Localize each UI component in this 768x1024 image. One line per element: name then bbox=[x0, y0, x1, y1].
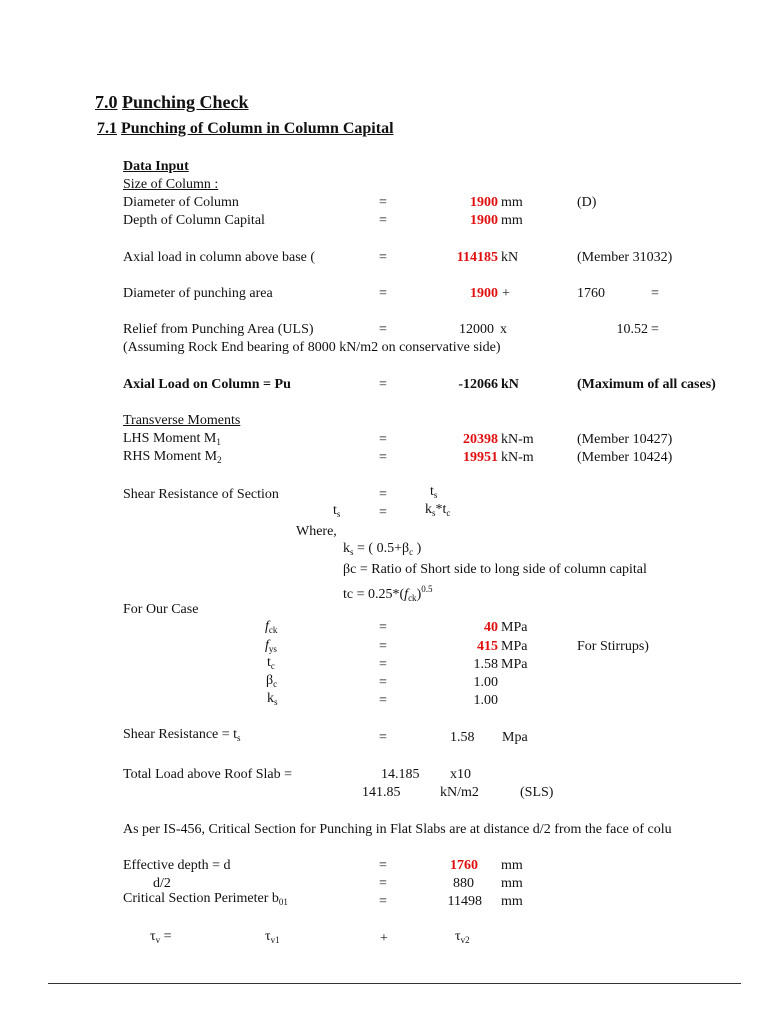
dia-col-eq: = bbox=[379, 195, 387, 210]
section-heading bbox=[95, 94, 249, 110]
shear-eq1: = bbox=[379, 487, 387, 502]
lhs-moment-unit: kN-m bbox=[501, 432, 534, 447]
half-d-value: 880 bbox=[453, 876, 474, 891]
tc-sub: c bbox=[270, 661, 275, 671]
tau-v-eq: = bbox=[160, 929, 172, 944]
ksf-body: = ( 0.5+β bbox=[353, 541, 410, 556]
shear-res-sub: s bbox=[237, 733, 241, 743]
ks-k: k bbox=[267, 691, 274, 706]
shear-label: Shear Resistance of Section bbox=[123, 487, 279, 502]
relief-eq: = bbox=[379, 322, 387, 337]
relief-eq2: = bbox=[651, 322, 659, 337]
tc-unit: MPa bbox=[501, 657, 528, 672]
ks-eq: = bbox=[379, 693, 387, 708]
fys-sub: ys bbox=[268, 644, 277, 654]
rhs-moment-note: (Member 10424) bbox=[577, 450, 673, 465]
tau-v1-sym: τ bbox=[265, 929, 271, 944]
half-d-eq: = bbox=[379, 876, 387, 891]
crit-text: Critical Section Perimeter b bbox=[123, 891, 279, 906]
dia-punch-value: 1900 bbox=[470, 286, 498, 301]
relief-value: 12000 bbox=[459, 322, 494, 337]
assumption-note: (Assuming Rock End bearing of 8000 kN/m2 on conservative side) bbox=[123, 340, 501, 355]
depth-cap-unit: mm bbox=[501, 213, 523, 228]
fck-sub: ck bbox=[268, 625, 278, 635]
tc-eq: = bbox=[379, 657, 387, 672]
tc-symbol bbox=[267, 655, 275, 674]
kstc-star-t: *t bbox=[435, 502, 447, 517]
tau-v1-sub: v1 bbox=[270, 935, 280, 945]
shear-ks-tc bbox=[425, 502, 450, 521]
axial-note: (Member 31032) bbox=[577, 250, 673, 265]
dia-col-unit: mm bbox=[501, 195, 523, 210]
rhs-moment-eq: = bbox=[379, 450, 387, 465]
our-case-title: For Our Case bbox=[123, 602, 199, 617]
ts2-t: t bbox=[333, 503, 337, 518]
total-load-unit: kN/m2 bbox=[440, 785, 479, 800]
fys-note: For Stirrups) bbox=[577, 639, 649, 654]
dia-col-label: Diameter of Column bbox=[123, 195, 239, 210]
lhs-moment-label bbox=[123, 431, 221, 450]
ksf-c: c bbox=[409, 547, 414, 557]
eff-depth-value: 1760 bbox=[450, 858, 478, 873]
tcd-f: f bbox=[404, 587, 409, 602]
bc-symbol bbox=[266, 673, 277, 692]
ts2-s: s bbox=[336, 509, 341, 519]
where-label: Where, bbox=[296, 524, 337, 539]
shear-res-eq: = bbox=[379, 730, 387, 745]
fys-f: f bbox=[265, 638, 269, 653]
fck-eq: = bbox=[379, 620, 387, 635]
tau-v-sym: τ bbox=[150, 929, 156, 944]
shear-res-label bbox=[123, 727, 241, 746]
dia-col-value: 1900 bbox=[470, 195, 498, 210]
axial-pu-note: (Maximum of all cases) bbox=[577, 377, 716, 392]
eff-depth-eq: = bbox=[379, 858, 387, 873]
tc-definition bbox=[343, 581, 432, 606]
rhs-moment-value: 19951 bbox=[463, 450, 498, 465]
crit-perimeter-label bbox=[123, 891, 288, 910]
tc-value: 1.58 bbox=[473, 657, 498, 672]
fck-symbol bbox=[265, 619, 277, 638]
crit-perimeter-value: 11498 bbox=[447, 894, 482, 909]
subsection-number: 7.1 bbox=[97, 120, 117, 137]
total-load-op: x10 bbox=[450, 767, 471, 782]
is456-note: As per IS-456, Critical Section for Punching in Flat Slabs are at distance d/2 from the face of colu bbox=[123, 822, 672, 837]
crit-perimeter-eq: = bbox=[379, 894, 387, 909]
rhs-moment-label bbox=[123, 449, 222, 468]
fck-value: 40 bbox=[484, 620, 498, 635]
tcd-body: tc = 0.25*( bbox=[343, 587, 405, 602]
total-load-label: Total Load above Roof Slab = bbox=[123, 767, 293, 782]
subsection-title: Punching of Column in Column Capital bbox=[121, 120, 394, 137]
tcd-exp: 0.5 bbox=[421, 584, 433, 594]
page-bottom-rule bbox=[48, 983, 741, 984]
axial-label: Axial load in column above base ( bbox=[123, 250, 316, 265]
crit-perimeter-unit: mm bbox=[501, 894, 523, 909]
relief-value2: 10.52 bbox=[616, 322, 648, 337]
ksf-k: k bbox=[343, 541, 350, 556]
bc-sub: c bbox=[273, 679, 278, 689]
tau-v2-sub: v2 bbox=[460, 935, 470, 945]
shear-res-text: Shear Resistance = t bbox=[123, 727, 238, 742]
shear-res-unit: Mpa bbox=[502, 730, 528, 745]
total-load-note: (SLS) bbox=[520, 785, 554, 800]
total-load-v1: 14.185 bbox=[381, 767, 420, 782]
half-d-label: d/2 bbox=[153, 876, 171, 891]
axial-pu-value: -12066 bbox=[458, 377, 498, 392]
data-input-title: Data Input bbox=[123, 159, 189, 174]
depth-cap-label: Depth of Column Capital bbox=[123, 213, 265, 228]
tau-plus: + bbox=[380, 931, 388, 946]
bc-eq: = bbox=[379, 675, 387, 690]
section-number: 7.0 bbox=[95, 92, 118, 112]
subsection-heading bbox=[97, 121, 394, 137]
axial-pu-label: Axial Load on Column = Pu bbox=[123, 377, 291, 392]
fck-unit: MPa bbox=[501, 620, 528, 635]
dia-punch-eq: = bbox=[379, 286, 387, 301]
ts-t: t bbox=[430, 484, 434, 499]
lhs-moment-sub: 1 bbox=[216, 437, 221, 447]
fys-unit: MPa bbox=[501, 639, 528, 654]
kstc-s: s bbox=[432, 508, 436, 518]
kstc-k: k bbox=[425, 502, 432, 517]
dia-punch-value2: 1760 bbox=[577, 286, 605, 301]
depth-cap-eq: = bbox=[379, 213, 387, 228]
tau-v2 bbox=[455, 929, 470, 948]
crit-sub: 01 bbox=[278, 897, 288, 907]
total-load-v2: 141.85 bbox=[362, 785, 401, 800]
half-d-unit: mm bbox=[501, 876, 523, 891]
tau-v2-sym: τ bbox=[455, 929, 461, 944]
relief-op: x bbox=[500, 322, 507, 337]
rhs-moment-unit: kN-m bbox=[501, 450, 534, 465]
dia-col-note: (D) bbox=[577, 195, 597, 210]
fys-value: 415 bbox=[477, 639, 498, 654]
fys-eq: = bbox=[379, 639, 387, 654]
ks-symbol bbox=[267, 691, 278, 710]
axial-pu-unit: kN bbox=[501, 377, 519, 392]
dia-punch-label: Diameter of punching area bbox=[123, 286, 273, 301]
lhs-moment-text: LHS Moment M bbox=[123, 431, 217, 446]
bc-definition: βc = Ratio of Short side to long side of column capital bbox=[343, 562, 647, 577]
dia-punch-op: + bbox=[502, 286, 510, 301]
lhs-moment-value: 20398 bbox=[463, 432, 498, 447]
ts-s: s bbox=[433, 490, 438, 500]
tau-v-sub: v bbox=[155, 935, 161, 945]
rhs-moment-text: RHS Moment M bbox=[123, 449, 218, 464]
tcd-close: ) bbox=[416, 587, 422, 602]
ks-formula bbox=[343, 541, 421, 560]
dia-punch-eq2: = bbox=[651, 286, 659, 301]
fck-f: f bbox=[265, 619, 269, 634]
depth-cap-value: 1900 bbox=[470, 213, 498, 228]
bc-b: β bbox=[266, 673, 274, 688]
ksf-s: s bbox=[350, 547, 354, 557]
eff-depth-unit: mm bbox=[501, 858, 523, 873]
rhs-moment-sub: 2 bbox=[217, 455, 222, 465]
ks-value: 1.00 bbox=[473, 693, 498, 708]
shear-eq2: = bbox=[379, 505, 387, 520]
ks-sub: s bbox=[274, 697, 278, 707]
tc-t: t bbox=[267, 655, 271, 670]
section-title: Punching Check bbox=[122, 92, 249, 112]
eff-depth-label: Effective depth = d bbox=[123, 858, 231, 873]
shear-ts-1 bbox=[430, 484, 437, 503]
relief-label: Relief from Punching Area (ULS) bbox=[123, 322, 314, 337]
size-of-column-label: Size of Column : bbox=[123, 177, 219, 192]
shear-res-value: 1.58 bbox=[450, 730, 475, 745]
transverse-moments-title: Transverse Moments bbox=[123, 413, 241, 428]
shear-ts-2 bbox=[333, 503, 340, 522]
lhs-moment-note: (Member 10427) bbox=[577, 432, 673, 447]
axial-value: 114185 bbox=[456, 250, 498, 265]
tcd-ck: ck bbox=[408, 593, 417, 603]
ksf-close: ) bbox=[413, 541, 422, 556]
lhs-moment-eq: = bbox=[379, 432, 387, 447]
axial-unit: kN bbox=[501, 250, 519, 265]
tau-v bbox=[150, 929, 172, 948]
bc-value: 1.00 bbox=[473, 675, 498, 690]
tau-v1 bbox=[265, 929, 280, 948]
axial-eq: = bbox=[379, 250, 387, 265]
axial-pu-eq: = bbox=[379, 377, 387, 392]
kstc-c: c bbox=[446, 508, 451, 518]
